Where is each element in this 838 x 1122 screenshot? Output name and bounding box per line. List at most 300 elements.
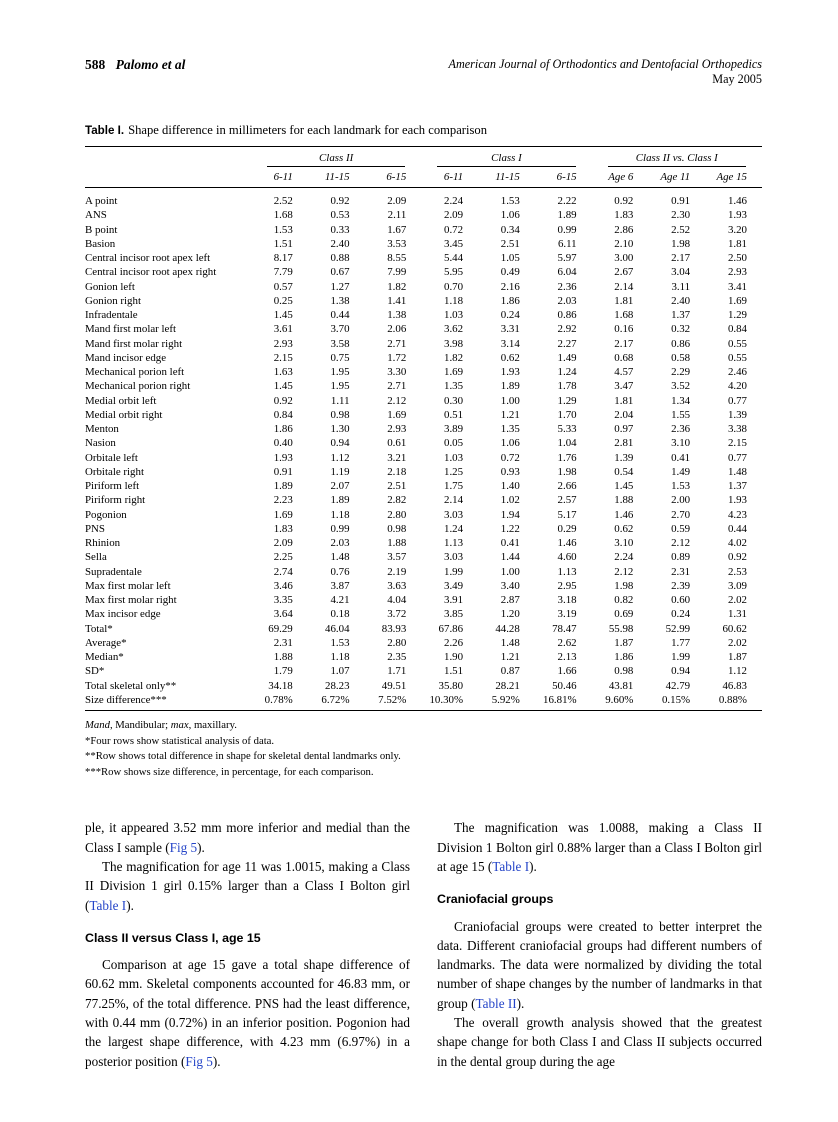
paragraph: [437, 917, 762, 1013]
value-cell: 1.71: [387, 665, 407, 678]
value-cell: 1.89: [273, 480, 293, 492]
value-cell: 2.93: [273, 337, 293, 350]
column-header: Age 15: [705, 167, 762, 188]
value-cell: 1.98: [557, 465, 577, 478]
value-cell: 2.66: [557, 480, 577, 492]
value-cell: 1.93: [727, 494, 747, 507]
value-cell: 2.82: [387, 494, 407, 507]
text-column-2: [437, 818, 762, 1071]
column-group-label: Class II vs. Class I: [608, 152, 746, 167]
value-cell: 2.87: [500, 594, 520, 606]
value-cell: 10.30%: [421, 693, 478, 711]
value-cell: 1.45: [614, 480, 634, 492]
value-cell: 1.90: [444, 651, 464, 663]
value-cell: 1.63: [273, 366, 293, 378]
value-cell: 1.06: [500, 437, 520, 450]
value-cell: 1.24: [557, 366, 577, 378]
running-header-left: [85, 57, 185, 73]
value-cell: 0.05: [444, 437, 464, 450]
value-cell: 2.52: [273, 195, 293, 207]
value-cell: 0.99: [557, 223, 577, 236]
text-run: ple, it appeared 3.52 mm more inferior and medial than the Class I sample (: [85, 820, 410, 855]
value-cell: 1.75: [444, 480, 464, 492]
value-cell: 3.41: [727, 280, 747, 293]
table-footnote: [85, 734, 762, 750]
value-cell: 2.93: [387, 423, 407, 435]
value-cell: 3.20: [727, 223, 747, 236]
value-cell: 44.28: [495, 622, 520, 635]
landmark-name: Orbitale left: [85, 451, 138, 464]
value-cell: 1.86: [500, 294, 520, 307]
crossref-link-fig-5[interactable]: Fig 5: [169, 839, 198, 855]
value-cell: 0.94: [671, 665, 691, 678]
value-cell: 1.48: [500, 636, 520, 649]
value-cell: 0.40: [273, 437, 293, 450]
body-text: [85, 818, 762, 1071]
value-cell: 1.51: [444, 665, 464, 678]
landmark-name: SD*: [85, 665, 105, 678]
value-cell: 1.87: [614, 636, 634, 649]
table-row: [85, 550, 762, 564]
value-cell: 2.39: [671, 579, 691, 592]
value-cell: 3.62: [444, 323, 464, 336]
column-header: 6-15: [365, 167, 422, 188]
table-row: [85, 465, 762, 479]
section-heading: Class II versus Class I, age 15: [85, 930, 261, 945]
value-cell: 7.99: [387, 266, 407, 279]
value-cell: 3.30: [387, 366, 407, 378]
value-cell: 1.39: [614, 451, 634, 464]
value-cell: 1.49: [557, 351, 577, 364]
value-cell: 1.99: [444, 565, 464, 578]
value-cell: 0.89: [671, 551, 691, 564]
value-cell: 1.66: [557, 665, 577, 678]
value-cell: 1.40: [500, 480, 520, 492]
table-row: [85, 493, 762, 507]
value-cell: 67.86: [438, 622, 464, 635]
value-cell: 0.86: [671, 337, 691, 350]
value-cell: 28.21: [495, 679, 520, 692]
value-cell: 4.04: [387, 594, 407, 606]
running-header: [85, 57, 762, 87]
value-cell: 2.12: [387, 394, 407, 407]
running-authors: Palomo et al: [115, 57, 186, 72]
table-row: [85, 565, 762, 579]
value-cell: 0.77: [727, 394, 747, 407]
value-cell: 2.67: [614, 266, 634, 279]
text-run: The magnification for age 11 was 1.0015, making a Class II Division 1 girl 0.15% larger than a Class I Bolton girl (: [85, 858, 410, 913]
value-cell: 1.21: [500, 651, 520, 663]
table-row: [85, 188, 762, 209]
column-header: 11-15: [308, 167, 365, 188]
table-row: [85, 436, 762, 450]
value-cell: 0.84: [273, 408, 293, 421]
value-cell: 6.72%: [308, 693, 365, 711]
value-cell: 1.18: [444, 294, 464, 307]
text-run: ***Row shows size difference, in percentage, for each comparison.: [85, 765, 374, 778]
value-cell: 1.53: [500, 195, 520, 207]
value-cell: 1.72: [387, 351, 407, 364]
value-cell: 0.92: [727, 551, 747, 564]
value-cell: 5.33: [557, 423, 577, 435]
value-cell: 2.35: [387, 651, 407, 663]
paragraph: [437, 818, 762, 876]
paragraph: [85, 818, 410, 857]
text-run: ).: [197, 839, 205, 855]
value-cell: 7.52%: [365, 693, 422, 711]
landmark-name: Orbitale right: [85, 465, 144, 478]
paragraph: [85, 857, 410, 915]
value-cell: 2.74: [273, 565, 293, 578]
value-cell: 0.88: [330, 252, 350, 264]
value-cell: 43.81: [608, 679, 634, 692]
value-cell: 2.17: [671, 252, 691, 264]
text-run: ).: [212, 1053, 221, 1069]
value-cell: 1.53: [273, 223, 293, 236]
value-cell: 2.09: [273, 537, 293, 549]
value-cell: 1.86: [614, 651, 634, 663]
value-cell: 2.12: [671, 537, 691, 549]
table-footnotes: [85, 718, 762, 780]
column-header: 11-15: [478, 167, 535, 188]
value-cell: 6.11: [557, 237, 577, 250]
value-cell: 1.83: [273, 522, 293, 535]
value-cell: 1.41: [387, 294, 407, 307]
landmark-name: B point: [85, 223, 118, 236]
value-cell: 1.13: [557, 565, 577, 578]
value-cell: 1.95: [330, 366, 350, 378]
value-cell: 3.63: [387, 579, 407, 592]
value-cell: 1.95: [330, 380, 350, 393]
value-cell: 1.00: [500, 565, 520, 578]
value-cell: 2.93: [727, 266, 747, 279]
value-cell: 2.13: [557, 651, 577, 663]
value-cell: 2.70: [671, 508, 691, 521]
value-cell: 3.49: [444, 579, 464, 592]
value-cell: 2.80: [387, 636, 407, 649]
section-heading: Craniofacial groups: [437, 892, 554, 907]
value-cell: 16.81%: [535, 693, 592, 711]
value-cell: 0.92: [273, 394, 293, 407]
table-row: [85, 664, 762, 678]
value-cell: 1.99: [671, 651, 691, 663]
text-run: ).: [126, 897, 134, 913]
value-cell: 1.53: [671, 480, 691, 492]
crossref-link-table-i[interactable]: Table I: [492, 858, 530, 874]
value-cell: 2.57: [557, 494, 577, 507]
table-row: [85, 451, 762, 465]
landmark-name: Rhinion: [85, 537, 121, 549]
value-cell: 0.51: [444, 408, 464, 421]
value-cell: 3.40: [500, 579, 520, 592]
text-run: ).: [516, 995, 525, 1011]
value-cell: 0.59: [671, 522, 691, 535]
value-cell: 0.94: [330, 437, 350, 450]
value-cell: 1.79: [273, 665, 293, 678]
value-cell: 0.76: [330, 565, 350, 578]
value-cell: 0.44: [727, 522, 747, 535]
value-cell: 2.11: [387, 209, 407, 222]
table-row: [85, 251, 762, 265]
table-row: [85, 536, 762, 550]
value-cell: 42.79: [665, 679, 691, 692]
value-cell: 1.12: [727, 665, 747, 678]
value-cell: 46.83: [722, 679, 747, 692]
value-cell: 1.88: [614, 494, 634, 507]
value-cell: 0.72: [444, 223, 464, 236]
column-group-class-i: [421, 147, 591, 168]
value-cell: 0.15%: [648, 693, 705, 711]
value-cell: 3.72: [387, 608, 407, 621]
value-cell: 2.18: [387, 465, 407, 478]
value-cell: 0.88%: [705, 693, 762, 711]
table-row: [85, 308, 762, 322]
value-cell: 3.21: [387, 451, 407, 464]
crossref-link-fig-5[interactable]: Fig 5: [185, 1053, 213, 1069]
table-label: Table I.: [85, 124, 125, 137]
table-footnote: [85, 749, 762, 765]
value-cell: 0.41: [500, 537, 520, 549]
value-cell: 2.09: [444, 209, 464, 222]
value-cell: 4.60: [557, 551, 577, 564]
value-cell: 0.68: [614, 351, 634, 364]
value-cell: 0.82: [614, 594, 634, 606]
value-cell: 0.98: [614, 665, 634, 678]
value-cell: 0.78%: [251, 693, 308, 711]
value-cell: 1.70: [557, 408, 577, 421]
value-cell: 8.17: [273, 252, 293, 264]
value-cell: 1.53: [330, 636, 350, 649]
table-corner-cell: [85, 147, 251, 168]
value-cell: 1.03: [444, 451, 464, 464]
value-cell: 0.24: [500, 309, 520, 321]
table-row: [85, 607, 762, 621]
value-cell: 34.18: [268, 679, 293, 692]
value-cell: 1.06: [500, 209, 520, 222]
value-cell: 1.88: [273, 651, 293, 663]
crossref-link-table-ii[interactable]: Table II: [475, 995, 517, 1011]
value-cell: 1.24: [444, 522, 464, 535]
value-cell: 1.18: [330, 508, 350, 521]
value-cell: 1.55: [671, 408, 691, 421]
value-cell: 3.31: [500, 323, 520, 336]
text-run: ).: [529, 858, 537, 874]
paragraph: [437, 1013, 762, 1071]
value-cell: 2.24: [614, 551, 634, 564]
value-cell: 5.97: [557, 252, 577, 264]
value-cell: 1.46: [557, 537, 577, 549]
value-cell: 1.29: [557, 394, 577, 407]
column-header: 6-15: [535, 167, 592, 188]
value-cell: 2.12: [614, 565, 634, 578]
value-cell: 1.21: [500, 408, 520, 421]
value-cell: 4.20: [727, 380, 747, 393]
value-cell: 2.50: [727, 252, 747, 264]
value-cell: 1.87: [727, 651, 747, 663]
landmark-name: Piriform right: [85, 494, 146, 507]
value-cell: 0.91: [671, 195, 691, 207]
value-cell: 2.15: [727, 437, 747, 450]
table-row: [85, 237, 762, 251]
value-cell: 1.82: [387, 280, 407, 293]
table-row: [85, 379, 762, 393]
value-cell: 1.07: [330, 665, 350, 678]
landmark-name: Pogonion: [85, 508, 127, 521]
landmark-name: Menton: [85, 423, 119, 435]
value-cell: 2.04: [614, 408, 634, 421]
table-row: [85, 351, 762, 365]
value-cell: 0.98: [387, 522, 407, 535]
value-cell: 2.03: [557, 294, 577, 307]
landmark-name: Median*: [85, 651, 124, 663]
value-cell: 2.52: [671, 223, 691, 236]
value-cell: 49.51: [381, 679, 407, 692]
landmark-name: PNS: [85, 522, 105, 535]
value-cell: 1.93: [273, 451, 293, 464]
value-cell: 4.21: [330, 594, 350, 606]
value-cell: 1.81: [614, 294, 634, 307]
value-cell: 1.39: [727, 408, 747, 421]
landmark-name: Infradentale: [85, 309, 138, 321]
value-cell: 1.98: [614, 579, 634, 592]
value-cell: 4.23: [727, 508, 747, 521]
value-cell: 2.31: [273, 636, 293, 649]
value-cell: 1.27: [330, 280, 350, 293]
value-cell: 55.98: [608, 622, 634, 635]
table-row: [85, 365, 762, 379]
landmark-name: Mand first molar left: [85, 323, 177, 336]
value-cell: 69.29: [268, 622, 293, 635]
table-row: [85, 208, 762, 222]
value-cell: 1.11: [330, 394, 350, 407]
column-group-class-ii: [251, 147, 421, 168]
value-cell: 1.38: [330, 294, 350, 307]
value-cell: 1.69: [273, 508, 293, 521]
value-cell: 3.38: [727, 423, 747, 435]
value-cell: 3.19: [557, 608, 577, 621]
value-cell: 1.04: [557, 437, 577, 450]
value-cell: 1.05: [500, 252, 520, 264]
value-cell: 2.36: [557, 280, 577, 293]
value-cell: 0.91: [273, 465, 293, 478]
text-run: , Mandibular;: [109, 719, 171, 731]
value-cell: 2.31: [671, 565, 691, 578]
value-cell: 1.81: [727, 237, 747, 250]
crossref-link-table-i[interactable]: Table I: [89, 897, 127, 913]
value-cell: 0.87: [500, 665, 520, 678]
value-cell: 2.06: [387, 323, 407, 336]
table-footnote: [85, 718, 762, 734]
value-cell: 3.87: [330, 579, 350, 592]
landmark-name: Max first molar left: [85, 579, 171, 592]
table-row: [85, 636, 762, 650]
value-cell: 1.13: [444, 537, 464, 549]
value-cell: 2.46: [727, 366, 747, 378]
table-row: [85, 223, 762, 237]
column-group-label: Class II: [267, 152, 405, 167]
value-cell: 0.16: [614, 323, 634, 336]
value-cell: 1.02: [500, 494, 520, 507]
value-cell: 2.14: [444, 494, 464, 507]
landmark-name: A point: [85, 195, 118, 207]
issue-date: May 2005: [712, 72, 762, 86]
value-cell: 1.35: [444, 380, 464, 393]
value-cell: 0.55: [727, 351, 747, 364]
value-cell: 0.29: [557, 522, 577, 535]
landmark-name: Mand first molar right: [85, 337, 183, 350]
value-cell: 35.80: [438, 679, 464, 692]
value-cell: 2.40: [671, 294, 691, 307]
value-cell: 3.85: [444, 608, 464, 621]
table-row: [85, 508, 762, 522]
text-run: max: [170, 719, 189, 731]
value-cell: 1.30: [330, 423, 350, 435]
value-cell: 3.70: [330, 323, 350, 336]
table-row: [85, 322, 762, 336]
landmark-name: Piriform left: [85, 480, 140, 492]
value-cell: 3.10: [671, 437, 691, 450]
value-cell: 1.31: [727, 608, 747, 621]
value-cell: 1.86: [273, 423, 293, 435]
value-cell: 50.46: [552, 679, 577, 692]
column-header: 6-11: [251, 167, 308, 188]
value-cell: 0.30: [444, 394, 464, 407]
value-cell: 28.23: [325, 679, 350, 692]
value-cell: 1.69: [387, 408, 407, 421]
value-cell: 1.48: [727, 465, 747, 478]
value-cell: 3.98: [444, 337, 464, 350]
value-cell: 2.71: [387, 380, 407, 393]
value-cell: 1.81: [614, 394, 634, 407]
value-cell: 2.51: [500, 237, 520, 250]
value-cell: 1.69: [444, 366, 464, 378]
value-cell: 0.72: [500, 451, 520, 464]
table-row: [85, 650, 762, 664]
value-cell: 0.33: [330, 223, 350, 236]
text-run: **Row shows total difference in shape for skeletal dental landmarks only.: [85, 750, 401, 763]
table-caption-text: Shape difference in millimeters for each landmark for each comparison: [128, 123, 487, 137]
value-cell: 0.62: [614, 522, 634, 535]
value-cell: 46.04: [325, 622, 350, 635]
table-corner-cell: [85, 167, 251, 188]
table-group-row: [85, 147, 762, 168]
value-cell: 0.54: [614, 465, 634, 478]
value-cell: 1.38: [387, 309, 407, 321]
paragraph: [85, 955, 410, 1071]
value-cell: 2.80: [387, 508, 407, 521]
text-run: , maxillary.: [188, 719, 237, 731]
text-run: Mand: [85, 719, 110, 731]
value-cell: 2.03: [330, 537, 350, 549]
value-cell: 0.58: [671, 351, 691, 364]
value-cell: 6.04: [557, 266, 577, 279]
value-cell: 4.02: [727, 537, 747, 549]
value-cell: 1.89: [557, 209, 577, 222]
value-cell: 1.88: [387, 537, 407, 549]
value-cell: 3.04: [671, 266, 691, 279]
value-cell: 0.92: [330, 195, 350, 207]
value-cell: 3.57: [387, 551, 407, 564]
value-cell: 1.77: [671, 636, 691, 649]
value-cell: 1.45: [273, 380, 293, 393]
value-cell: 3.09: [727, 579, 747, 592]
value-cell: 0.53: [330, 209, 350, 222]
table-row: [85, 422, 762, 436]
landmark-name: Mechanical porion left: [85, 366, 185, 378]
value-cell: 2.00: [671, 494, 691, 507]
value-cell: 1.25: [444, 465, 464, 478]
value-cell: 0.32: [671, 323, 691, 336]
